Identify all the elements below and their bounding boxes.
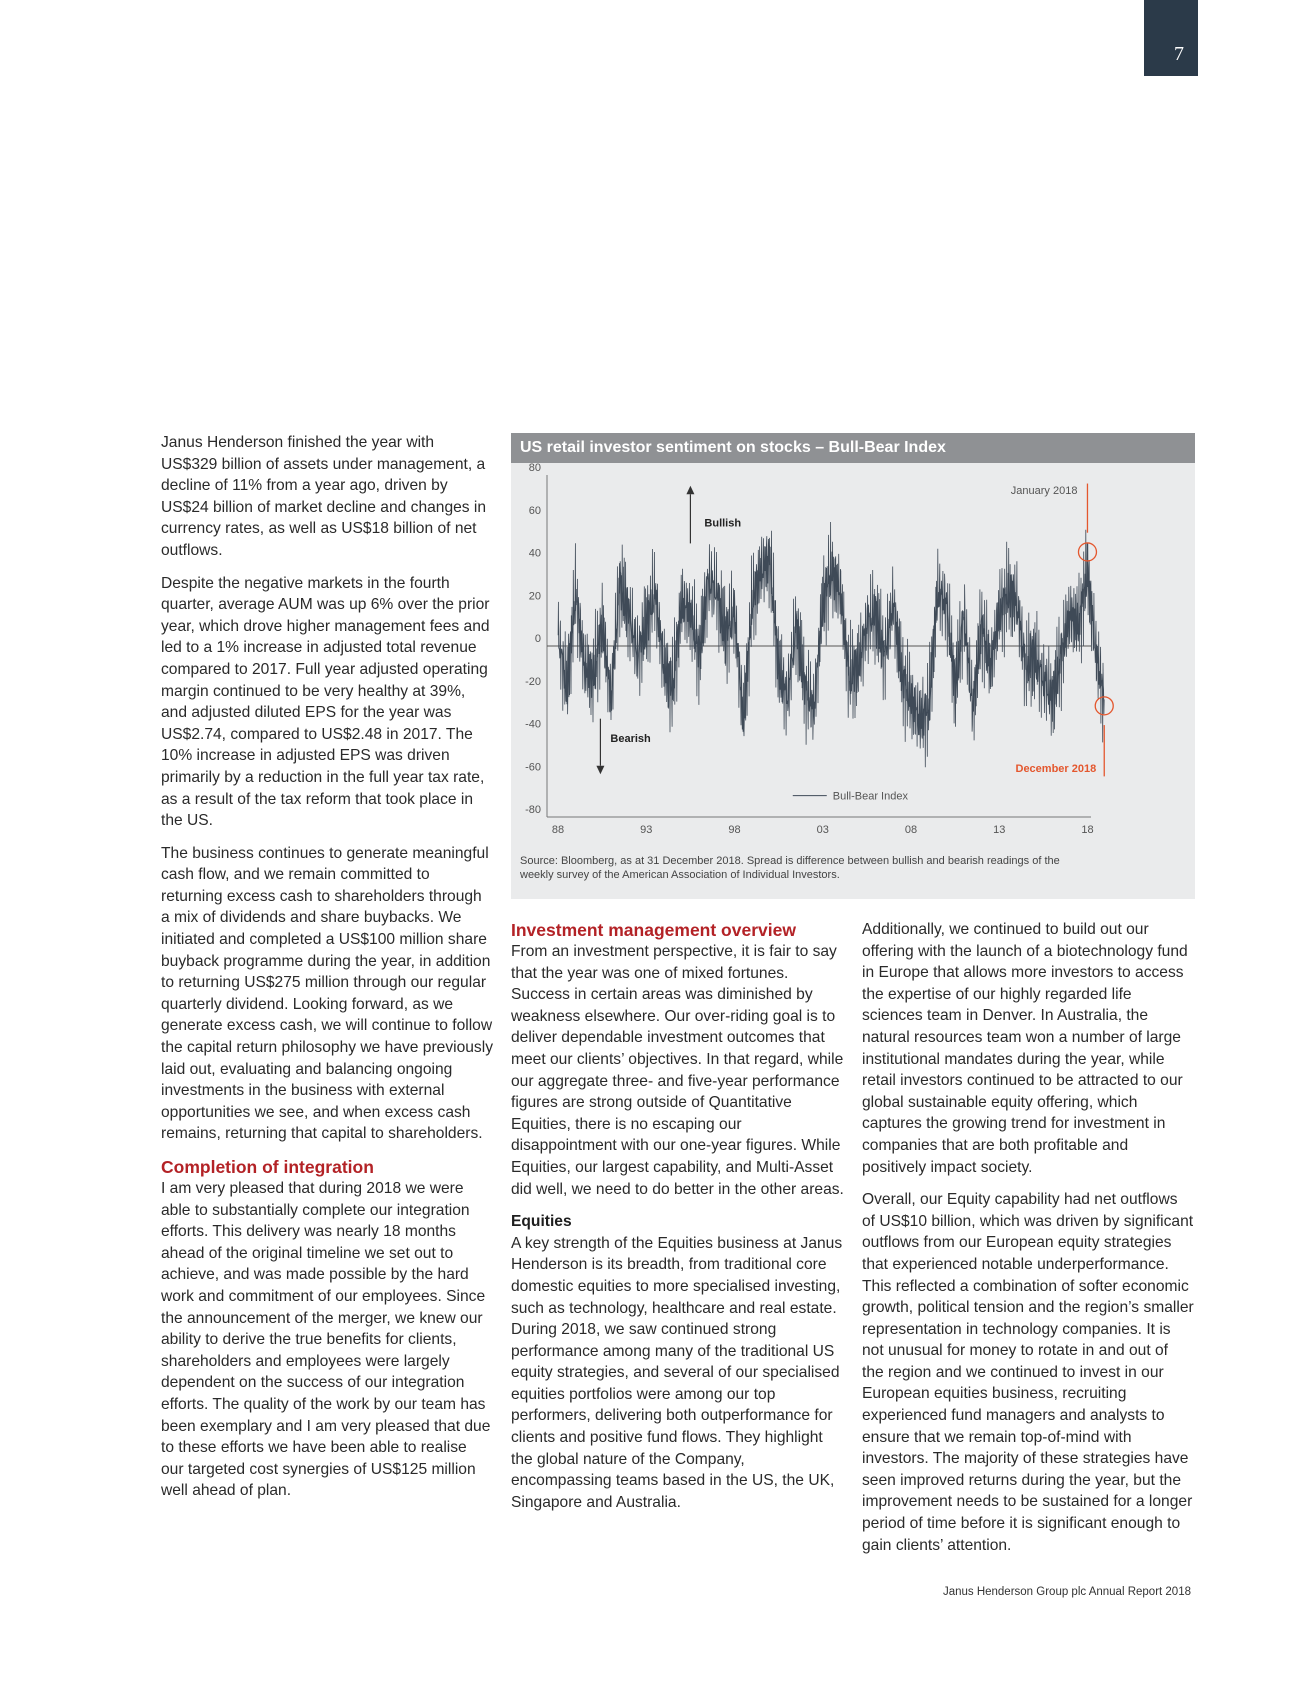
paragraph-equities: A key strength of the Equities business at Janus Henderson is its breadth, from traditional core domestic equities to more specialised investing, such as technology, healthcare and real estate. During 2018, we saw continued strong performance among many of the traditional US equity strategies, and several of our specialised equities portfolios were among our top performers, delivering both outperformance for clients and positive fund flows. They highlight the global nature of the Company, encompassing teams based in the US, the UK, Singapore and Australia. xyxy=(511,1234,843,1511)
y-tick-label: 0 xyxy=(534,633,541,645)
bull-bear-chart xyxy=(511,433,1195,899)
y-tick-label: -20 xyxy=(525,675,541,688)
y-tick-label: 80 xyxy=(528,463,541,474)
page-number-tab xyxy=(1144,0,1198,76)
integration-heading: Completion of integration xyxy=(161,1157,374,1177)
footer-report-title: Janus Henderson Group plc Annual Report 2018 xyxy=(942,1586,1191,1598)
paragraph-cash-flow: The business continues to generate meaningful cash flow, and we remain committed to returning excess cash to shareholders through a mix of dividends and share buybacks. We initiated and completed a US$100 million share buyback programme during the year, in addition to returning US$275 million through our regular quarterly dividend. Looking forward, as we generate excess cash, we will continue to follow the capital return philosophy we have previously laid out, evaluating and balancing ongoing investments in the business with external opportunities we see, and when excess cash remains, returning that capital to shareholders. xyxy=(161,844,493,1143)
jan-2018-label: January 2018 xyxy=(1010,485,1078,498)
equities-heading: Equities xyxy=(511,1213,572,1231)
bearish-arrowhead xyxy=(596,766,604,775)
x-tick-label: 03 xyxy=(816,824,829,836)
bullish-label: Bullish xyxy=(704,517,742,530)
y-tick-label: 40 xyxy=(528,547,541,560)
chart-plot xyxy=(511,463,1195,853)
paragraph-markets: Despite the negative markets in the fourth quarter, average AUM was up 6% over the prior year, which drove higher management fees and led to a 1% increase in adjusted total revenue compared to 2017. Full year adjusted operating margin continued to be very healthy at 39%, and adjusted diluted EPS for the year was US$2.74, compared to US$2.48 in 2017. The 10% increase in adjusted EPS was driven primarily by a reduction in the full year tax rate, as a result of the tax reform that took place in the US. xyxy=(161,574,490,830)
x-tick-label: 93 xyxy=(640,824,653,836)
dec-2018-label: December 2018 xyxy=(1015,763,1097,776)
middle-column xyxy=(511,919,844,1524)
paragraph-investment-overview: From an investment perspective, it is fair to say that the year was one of mixed fortunes. Success in certain areas was diminished by weakness elsewhere. Our over-riding goal is to deliver dependable investment outcomes that meet our clients’ objectives. In that regard, while our aggregate three- and five-year performance figures are strong outside of Quantitative Equities, there is no escaping our disappointment with our one-year figures. While Equities, our largest capability, and Multi-Asset did well, we need to do better in the other areas. xyxy=(511,943,844,1198)
paragraph-aum: Janus Henderson finished the year with US$329 billion of assets under management, a decline of 11% from a year ago, driven by US$24 billion of market decline and changes in currency rates, as well as US$18 billion of net outflows. xyxy=(161,434,487,559)
y-tick-label: -80 xyxy=(525,804,541,816)
y-tick-label: 20 xyxy=(528,590,541,603)
x-tick-label: 18 xyxy=(1081,824,1094,836)
investment-overview-heading: Investment management overview xyxy=(511,920,796,940)
y-tick-label: -40 xyxy=(525,718,541,731)
chart-source: Source: Bloomberg, as at 31 December 2018. Spread is difference between bullish and bearish readings of the weekly survey of the American Association of Individual Investors. xyxy=(520,855,1060,881)
x-tick-label: 88 xyxy=(551,824,565,836)
bullish-arrowhead xyxy=(686,486,694,495)
bearish-label: Bearish xyxy=(610,733,651,746)
legend-label: Bull-Bear Index xyxy=(832,790,908,803)
x-tick-label: 13 xyxy=(993,824,1006,836)
left-column xyxy=(161,432,493,1513)
bull-bear-series-line xyxy=(558,522,1104,767)
chart-title: US retail investor sentiment on stocks – Bull-Bear Index xyxy=(511,433,1195,463)
y-tick-label: -60 xyxy=(525,761,541,774)
paragraph-equity-outflows: Overall, our Equity capability had net outflows of US$10 billion, which was driven by significant outflows from our European equity strategies that experienced notable underperformance. This reflected a combination of softer economic growth, political tension and the region’s smaller representation in technology companies. It is not unusual for money to rotate in and out of the region and we continued to invest in our European equities business, recruiting experienced fund managers and analysts to ensure that we remain top-of-mind with investors. The majority of these strategies have seen improved returns during the year, but the improvement needs to be sustained for a longer period of time before it is significant enough to gain clients’ attention. xyxy=(862,1191,1194,1554)
x-tick-label: 08 xyxy=(904,824,918,836)
y-tick-label: 60 xyxy=(528,504,541,517)
paragraph-integration: I am very pleased that during 2018 we were able to substantially complete our integration efforts. This delivery was nearly 18 months ahead of the original timeline we set out to achieve, and was made possible by the hard work and commitment of our employees. Since the announcement of the merger, we knew our ability to derive the true benefits for clients, shareholders and employees were largely dependent on the success of our integration efforts. The quality of the work by our team has been exemplary and I am very pleased that due to these efforts we have been able to realise our targeted cost synergies of US$125 million well ahead of plan. xyxy=(161,1180,491,1500)
page-number: 7 xyxy=(1174,43,1184,65)
right-column xyxy=(862,919,1194,1567)
paragraph-biotech: Additionally, we continued to build out our offering with the launch of a biotechnology fund in Europe that allows more investors to access the expertise of our highly regarded life sciences team in Denver. In Australia, the natural resources team won a number of large institutional mandates during the year, while retail investors continued to be attracted to our global sustainable equity offering, which captures the growing trend for investment in companies that are both profitable and positively impact society. xyxy=(862,921,1188,1176)
x-tick-label: 98 xyxy=(728,824,741,836)
